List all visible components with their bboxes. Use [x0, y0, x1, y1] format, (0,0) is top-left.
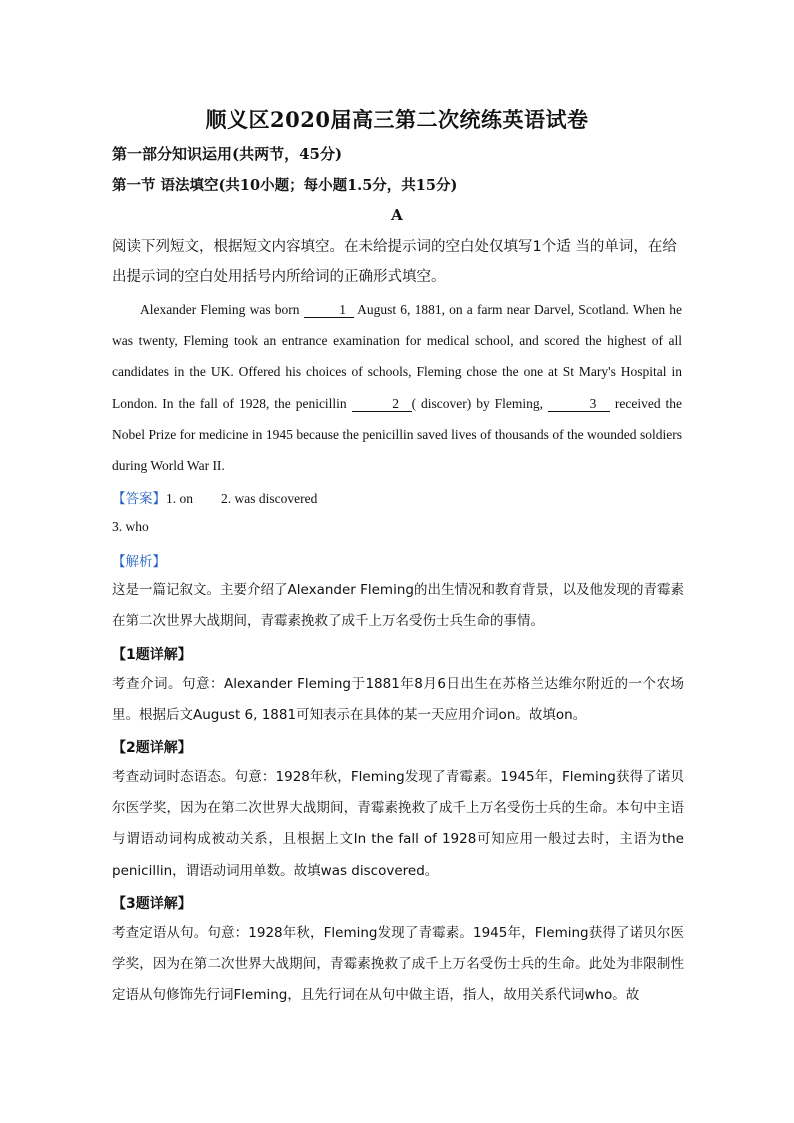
- blank-3: 3: [548, 397, 610, 412]
- answer-1: 1. on: [166, 491, 193, 506]
- q3-detail: [112, 918, 684, 1012]
- q2-heading: 【2题详解】: [112, 740, 192, 756]
- passage-text: August 6, 1881, on a farm near Darvel, Scotland. When he was twenty, Fleming took an entrance examination for medical school, and scored the highest of all candidates in the UK. Offered his choices of schools, Fleming chose the one at St Mary's Hospital in London. In the fall of 1928, the penicillin: [112, 302, 683, 411]
- q3-heading: 【3题详解】: [112, 896, 192, 912]
- q1-heading: 【1题详解】: [112, 647, 192, 663]
- blank-2: 2: [352, 397, 412, 412]
- page-title: 顺义区2020届高三第二次统练英语试卷: [205, 107, 589, 132]
- section-heading: 第一节 语法填空(共10小题；每小题1.5分，共15分): [112, 177, 458, 194]
- answer-line: [112, 487, 317, 507]
- passage: [112, 294, 682, 481]
- analysis-tag-line: [112, 550, 166, 570]
- q2-text: 考查动词时态语态。句意：1928年秋，Fleming发现了青霉素。1945年，Fleming获得了诺贝尔医学奖，因为在第二次世界大战期间，青霉素挽救了成千上万名受伤士兵的生命。本句中主语与谓语动词构成被动关系，且根据上文In the fall of 1928可知应用一般过去时，主语为the penicillin，谓语动词用单数。故填was discovered。: [112, 769, 684, 879]
- answer-tag: 【答案】: [112, 491, 166, 507]
- q2-detail: [112, 762, 684, 887]
- analysis-tag: 【解析】: [112, 554, 166, 570]
- instructions: 阅读下列短文，根据短文内容填空。在未给提示词的空白处仅填写1个适 当的单词，在给出提示词的空白处用括号内所给词的正确形式填空。: [112, 239, 677, 285]
- answer-3: 3. who: [112, 519, 149, 534]
- section-letter: A: [391, 206, 403, 224]
- blank-1: 1: [304, 303, 354, 318]
- part-heading: 第一部分知识运用(共两节，45分): [112, 145, 343, 163]
- answer-2: 2. was discovered: [221, 491, 318, 506]
- q3-text: 考查定语从句。句意：1928年秋，Fleming发现了青霉素。1945年，Fleming获得了诺贝尔医学奖，因为在第二次世界大战期间，青霉素挽救了成千上万名受伤士兵的生命。此处为非限制性定语从句修饰先行词Fleming，且先行词在从句中做主语，指人，故用关系代词who。故: [112, 925, 684, 1004]
- analysis-summary: [112, 575, 684, 637]
- passage-text: ( discover) by Fleming,: [411, 395, 548, 411]
- summary-text: 这是一篇记叙文。主要介绍了Alexander Fleming的出生情况和教育背景，以及他发现的青霉素在第二次世界大战期间，青霉素挽救了成千上万名受伤士兵生命的事情。: [112, 582, 684, 630]
- passage-text: Alexander Fleming was born: [140, 302, 304, 317]
- q1-detail: [112, 669, 684, 731]
- q1-text: 考查介词。句意：Alexander Fleming于1881年8月6日出生在苏格兰达维尔附近的一个农场里。根据后文August 6, 1881可知表示在具体的某一天应用介词on。故填on。: [112, 676, 684, 724]
- passage-text: received the Nobel Prize for medicine in 1945 because the penicillin saved lives of thousands of the wounded soldiers during World War II.: [112, 395, 682, 474]
